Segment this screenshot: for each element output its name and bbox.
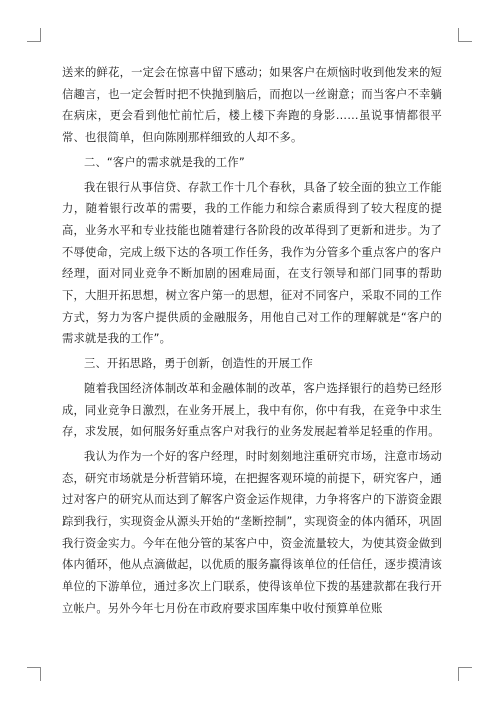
section-heading-2: 二、“客户的需求就是我的工作” [84, 155, 245, 169]
section-heading-3: 三、开拓思路，勇于创新，创造性的开展工作 [84, 357, 313, 371]
paragraph-2: 我在银行从事信贷、存款工作十几个春秋，具备了较全面的独立工作能力，随着银行改革的需要，我的工作能力和综合素质得到了较大程度的提高，业务水平和专业技能也随着建行各阶段的改革得到了更新和进步。为了不辱使命，完成上级下达的各项工作任务，我作为分管多个重点客户的客户经理，面对同业竞争不断加剧的困难局面，在支行领导和部门同事的帮助下，大胆开拓思想，树立客户第一的思想，征对不同客户，采取不同的工作方式，努力为客户提供质的金融服务，用他自己对工作的理解就是“客户的需求就是我的工作”。 [62, 180, 442, 346]
crop-mark-top-left [27, 28, 41, 42]
crop-mark-bottom-left [27, 667, 41, 681]
paragraph-4: 我认为作为一个好的客户经理，时时刻刻地注重研究市场，注意市场动态，研究市场就是分析营销环境，在把握客观环境的前提下，研究客户，通过对客户的研究从而达到了解客户资金运作规律，力争将客户的下游资金跟踪到我行，实现资金从源头开始的“垄断控制”，实现资金的体内循环，巩固我行资金实力。今年在他分管的某客户中，资金流量较大，为使其资金做到体内循环，他从点滴做起，以优质的服务赢得该单位的任信任，逐步摸清该单位的下游单位，通过多次上门联系，使得该单位下拨的基建款都在我行开立帐户。另外今年七月份在市政府要求国库集中收付预算单位账 [62, 449, 442, 615]
crop-mark-top-right [458, 28, 472, 42]
paragraph-1: 送来的鲜花，一定会在惊喜中留下感动；如果客户在烦恼时收到他发来的短信趣言，也一定会暂时把不快抛到脑后，而抱以一丝谢意；而当客户不幸躺在病床，更会看到他忙前忙后，楼上楼下奔跑的身影……虽说事情都很平常、也很简单，但向陈刚那样细致的人却不多。 [62, 66, 442, 145]
paragraph-3: 随着我国经济体制改革和金融体制的改革，客户选择银行的趋势已经形成，同业竞争日激烈，在业务开展上，我中有你，你中有我，在竞争中求生存，求发展，如何服务好重点客户对我行的业务发展起着举足轻重的作用。 [62, 381, 442, 439]
crop-mark-bottom-right [458, 667, 472, 681]
document-body [62, 62, 442, 620]
